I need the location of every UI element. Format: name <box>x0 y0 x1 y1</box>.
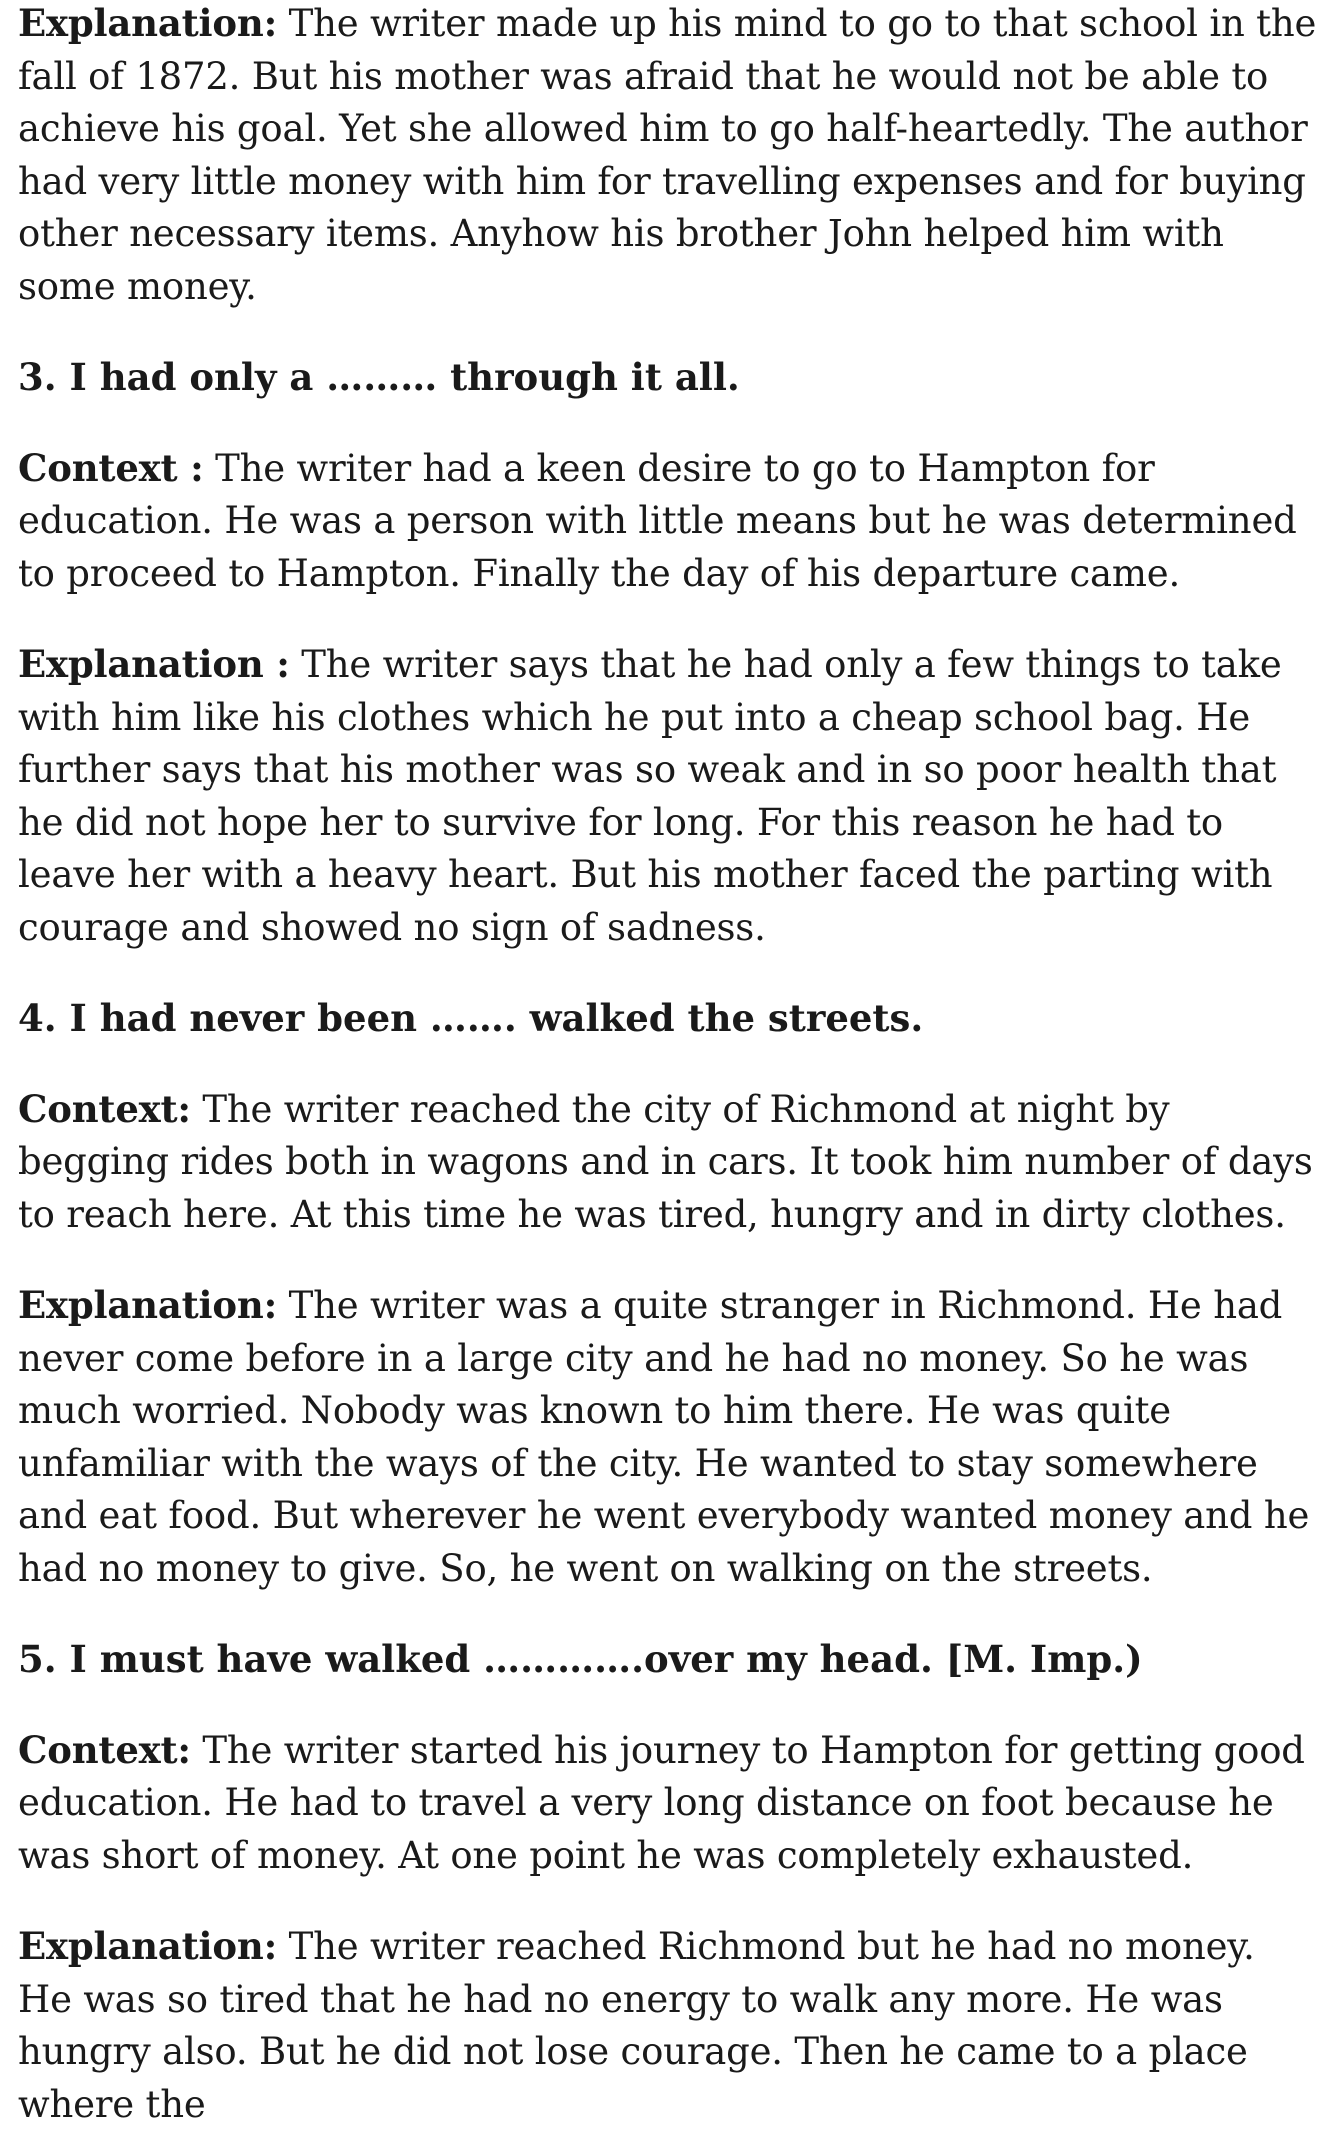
explanation-label: Explanation: <box>18 1924 278 1968</box>
context-label: Context: <box>18 1086 191 1131</box>
context-text: The writer had a keen desire to go to Hampton for education. He was a person with little means but he was determined to proceed to Hampton. Finally the day of his departure came. <box>18 446 1297 595</box>
explanation-text: The writer reached Richmond but he had no money. He was so tired that he had no energy to walk any more. He was hungry also. But he did not lose courage. Then he came to a place where the <box>18 1925 1255 2126</box>
context-label: Context: <box>18 1727 191 1772</box>
context-paragraph <box>18 442 1318 601</box>
question-heading-5: 5. I must have walked ………….over my head. [M. Imp.) <box>18 1637 1143 1681</box>
explanation-paragraph <box>18 0 1318 313</box>
explanation-text: The writer says that he had only a few things to take with him like his clothes which he put into a cheap school bag. He further says that his mother was so weak and in so poor health that he did not hope her to survive for long. For this reason he had to leave her with a heavy heart. But his mother faced the parting with courage and showed no sign of sadness. <box>18 643 1282 949</box>
context-text: The writer started his journey to Hampton for getting good education. He had to travel a very long distance on foot because he was short of money. At one point he was completely exhausted. <box>18 1728 1305 1877</box>
explanation-label: Explanation: <box>18 1 278 45</box>
explanation-label: Explanation: <box>18 1283 278 1327</box>
document-page <box>18 0 1318 2131</box>
explanation-text: The writer made up his mind to go to that school in the fall of 1872. But his mother was afraid that he would not be able to achieve his goal. Yet she allowed him to go half-heartedly. The author had very little money with him for travelling expenses and for buying other necessary items. Anyhow his brother John helped him with some money. <box>18 2 1317 308</box>
explanation-paragraph <box>18 638 1318 954</box>
question-heading-4: 4. I had never been ……. walked the streets. <box>18 996 924 1040</box>
context-paragraph <box>18 1724 1318 1883</box>
context-label: Context : <box>18 445 204 490</box>
context-text: The writer reached the city of Richmond at night by begging rides both in wagons and in cars. It took him number of days to reach here. At this time he was tired, hungry and in dirty clothes. <box>18 1087 1313 1236</box>
question-heading-3: 3. I had only a ……… through it all. <box>18 355 740 399</box>
explanation-label: Explanation : <box>18 642 290 686</box>
explanation-paragraph <box>18 1279 1318 1595</box>
context-paragraph <box>18 1083 1318 1242</box>
explanation-paragraph <box>18 1920 1318 2131</box>
explanation-text: The writer was a quite stranger in Richmond. He had never come before in a large city and he had no money. So he was much worried. Nobody was known to him there. He was quite unfamiliar with the ways of the city. He wanted to stay somewhere and eat food. But wherever he went everybody wanted money and he had no money to give. So, he went on walking on the streets. <box>18 1284 1310 1590</box>
